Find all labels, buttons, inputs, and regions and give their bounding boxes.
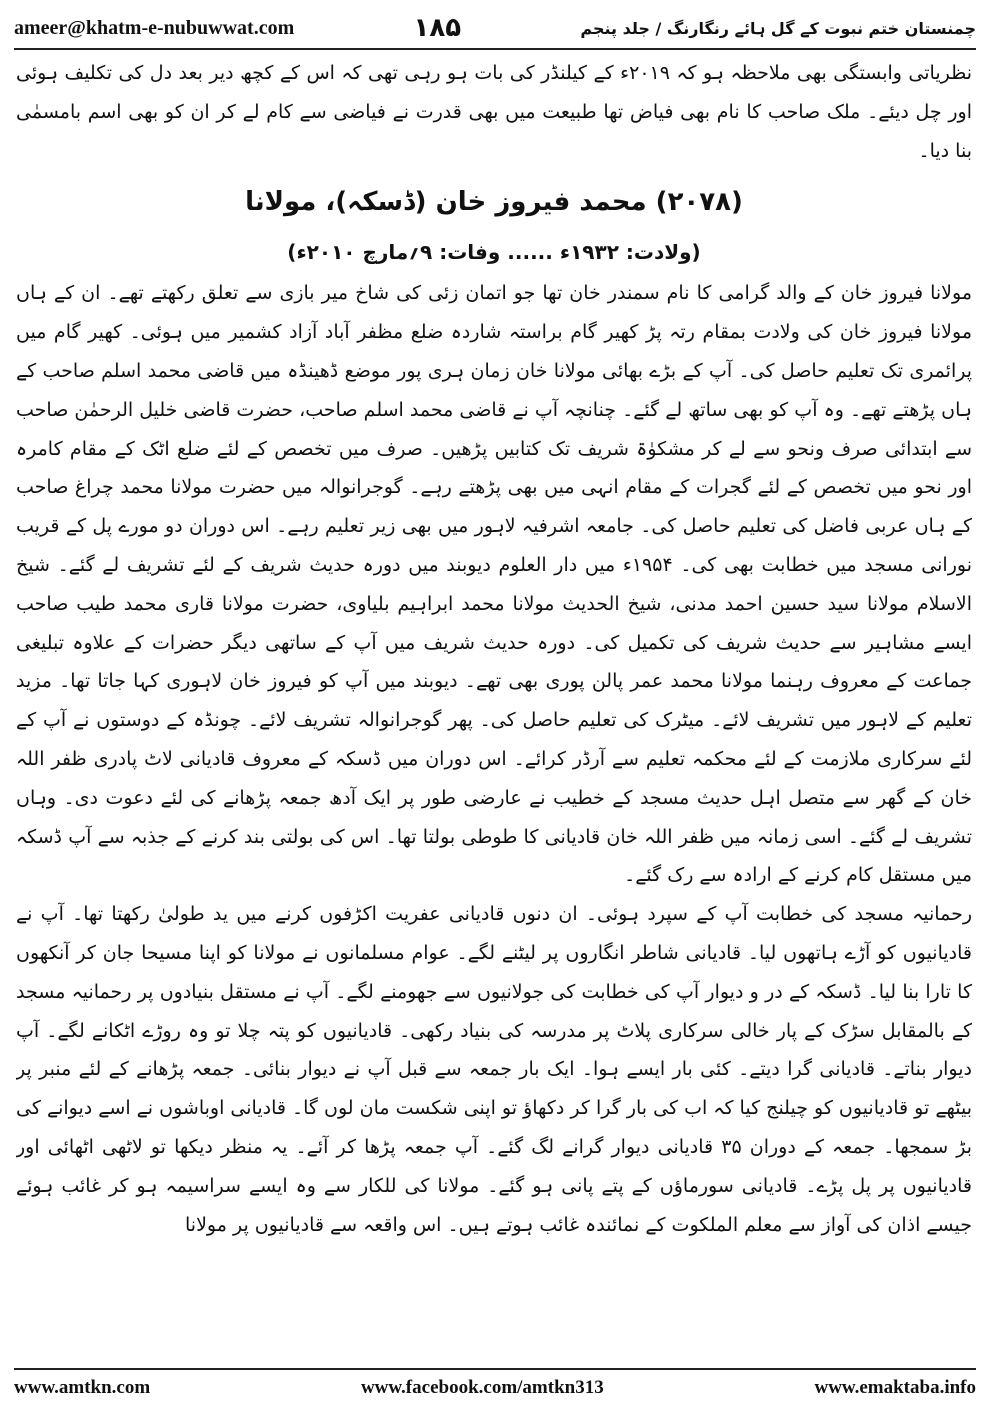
body-paragraph-2: رحمانیہ مسجد کی خطابت آپ کے سپرد ہوئی۔ ان دنوں قادیانی عفریت اکڑفوں کرنے میں ید طولیٰ رکھتا تھا۔ آپ نے قادیانیوں کو آڑے ہاتھوں لیا۔ قادیانی شاطر انگاروں پر لیٹنے لگے۔ عوام مسلمانوں نے مولانا کو اپنا مسیحا جان کر آنکھوں کا تارا بنا لیا۔ ڈسکہ کے در و دیوار آپ کی خطابت کی جولانیوں سے جھومنے لگے۔ آپ نے مستقل بنیادوں پر رحمانیہ مسجد کے بالمقابل سڑک کے پار خالی سرکاری پلاٹ پر مدرسہ کی بنیاد رکھی۔ قادیانیوں کو پتہ چلا تو وہ روڑے اٹکانے لگے۔ آپ دیوار بناتے۔ قادیانی گرا دیتے۔ کئی بار ایسے ہوا۔ ایک بار جمعہ سے قبل آپ نے دیوار بنائی۔ جمعہ پڑھانے کے لئے منبر پر بیٹھے تو قادیانیوں کو چیلنج کیا کہ اب کی بار گرا کر دکھاؤ تو اپنی شکست مان لوں گا۔ قادیانی اوباشوں نے اسے دیوانے کی بڑ سمجھا۔ جمعہ کے دوران ۳۵ قادیانی دیوار گرانے لگ گئے۔ آپ جمعہ پڑھا کر آئے۔ یہ منظر دیکھا تو لاٹھی اٹھائی اور قادیانیوں پر پل پڑے۔ قادیانی سورماؤں کے پتے پانی ہو گئے۔ مولانا کی للکار سے وہ ایسے سراسیمہ ہو کر غائب ہوئے جیسے اذان کی آواز سے معلم الملکوت کے نمائندہ غائب ہوتے ہیں۔ اس واقعہ سے قادیانیوں پر مولانا — [16, 903, 972, 1236]
birth-death-dates: (ولادت: ۱۹۳۲ء ...... وفات: ۹؍مارچ ۲۰۱۰ء) — [287, 240, 701, 265]
page-content — [16, 54, 972, 1358]
body-paragraph-1: مولانا فیروز خان کے والد گرامی کا نام سمندر خان تھا جو اتمان زئی کی شاخ میر بازی سے تعلق رکھتے تھے۔ ان کے ہاں مولانا فیروز خان کی ولادت بمقام رتہ پڑ کھیر گام براستہ شاردہ ضلع مظفر آباد آزاد کشمیر میں ہوئی۔ کھیر گام میں پرائمری تک تعلیم حاصل کی۔ آپ کے بڑے بھائی مولانا خان زمان ہری پور موضع ڈھینڈہ میں قاضی محمد اسلم صاحب کے ہاں پڑھتے تھے۔ وہ آپ کو بھی ساتھ لے گئے۔ چنانچہ آپ نے قاضی محمد اسلم صاحب، حضرت قاضی خلیل الرحمٰن صاحب سے ابتدائی صرف ونحو سے لے کر مشکوٰۃ شریف تک کتابیں پڑھیں۔ صرف میں تخصص کے لئے ضلع اٹک کے مقام کامرہ اور نحو میں تخصص کے لئے گجرات کے مقام انہی میں بھی پڑھتے رہے۔ گوجرانوالہ میں حضرت مولانا محمد چراغ صاحب کے ہاں عربی فاضل کی تعلیم حاصل کی۔ جامعہ اشرفیہ لاہور میں بھی زیر تعلیم رہے۔ اس دوران دو مورے پل کے قریب نورانی مسجد میں خطابت بھی کی۔ ۱۹۵۴ء میں دار العلوم دیوبند میں دورہ حدیث شریف کے لئے تشریف لے گئے۔ شیخ الاسلام مولانا سید حسین احمد مدنی، شیخ الحدیث مولانا محمد ابراہیم بلیاوی، حضرت مولانا قاری محمد طیب صاحب ایسے مشاہیر سے حدیث شریف کی تکمیل کی۔ دورہ حدیث شریف میں آپ کے ساتھی دیگر حضرات کے علاوہ تبلیغی جماعت کے معروف رہنما مولانا محمد عمر پالن پوری بھی تھے۔ دیوبند میں آپ کو فیروز خان لاہوری کہا جاتا تھا۔ مزید تعلیم کے لاہور میں تشریف لائے۔ میٹرک کی تعلیم حاصل کی۔ پھر گوجرانوالہ تشریف لائے۔ چونڈہ کے دوستوں نے آپ کے لئے سرکاری ملازمت کے لئے محکمہ تعلیم سے آرڈر کرائے۔ اس دوران میں ڈسکہ کے معروف قادیانی لاٹ پادری ظفر اللہ خان کے گھر سے متصل اہل حدیث مسجد کے خطیب نے عارضی طور پر ایک آدھ جمعہ پڑھانے کی لئے دعوت دی۔ وہاں تشریف لے گئے۔ اسی زمانہ میں ظفر اللہ خان قادیانی کا طوطی بولتا تھا۔ اس کی بولتی بند کرنے کے جذبہ سے آپ ڈسکہ میں مستقل کام کرنے کے ارادہ سے رک گئے۔ — [16, 282, 972, 887]
footer-link-right[interactable]: www.emaktaba.info — [814, 1377, 976, 1398]
intro-paragraph: نظریاتی وابستگی بھی ملاحظہ ہو کہ ۲۰۱۹ء کے کیلنڈر کی بات ہو رہی تھی کہ اس کے کچھ دیر بعد دل کی تکلیف ہوئی اور چل دیئے۔ ملک صاحب کا نام بھی فیاض تھا طبیعت میں بھی قدرت نے فیاضی سے کام لے کر ان کو بھی اسم بامسمٰی بنا دیا۔ — [16, 62, 972, 162]
header-email[interactable]: ameer@khatm-e-nubuwwat.com — [14, 16, 295, 39]
section-heading: (۲۰۷۸) محمد فیروز خان (ڈسکہ)، مولانا — [245, 187, 743, 218]
footer-link-center[interactable]: www.facebook.com/amtkn313 — [360, 1377, 604, 1398]
page-header — [14, 8, 976, 50]
page-number: ۱۸۵ — [413, 13, 462, 43]
book-title: چمنستان ختم نبوت کے گل ہائے رنگارنگ / جلد پنجم — [580, 18, 976, 38]
footer-link-left[interactable]: www.amtkn.com — [14, 1377, 151, 1398]
page-footer — [14, 1368, 976, 1406]
